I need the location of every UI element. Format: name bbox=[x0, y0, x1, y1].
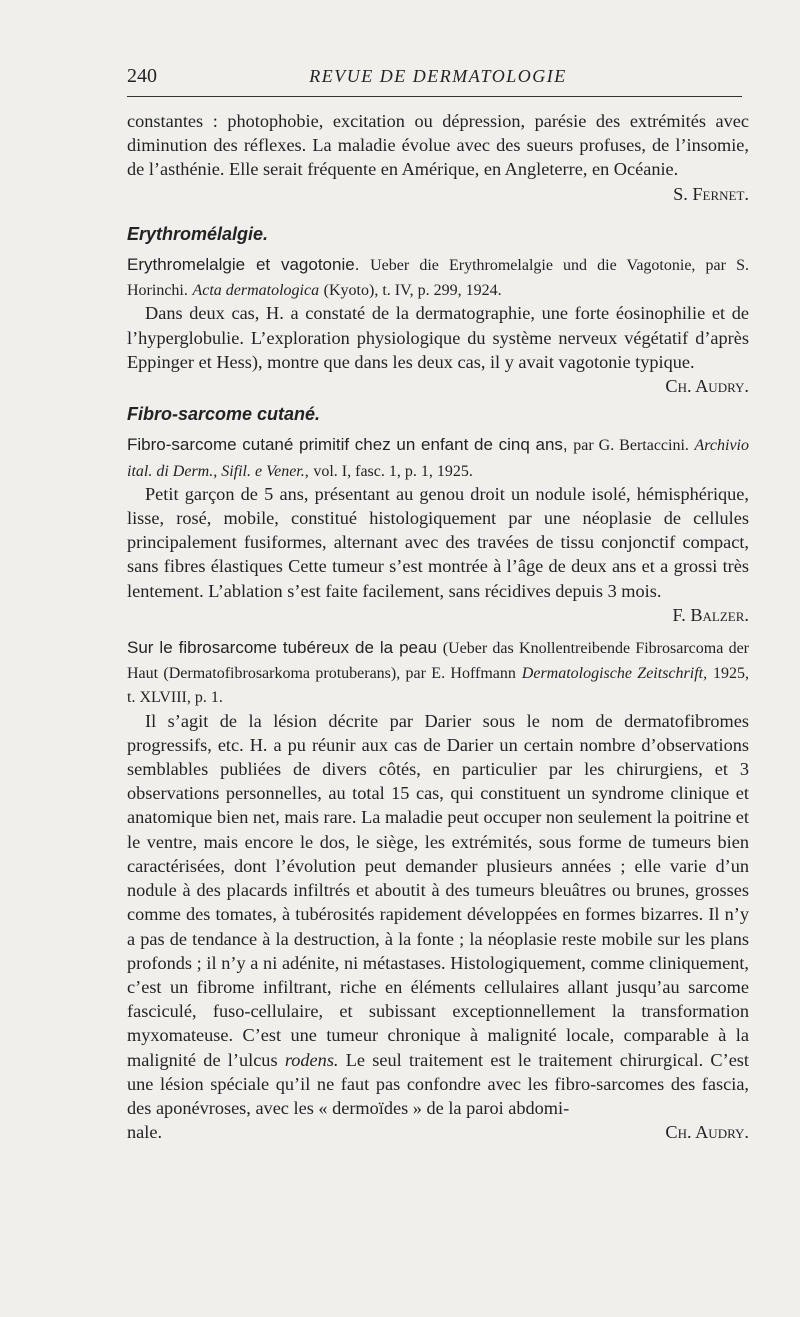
signature: Ch. Audry. bbox=[665, 376, 749, 397]
signature: F. Balzer. bbox=[672, 604, 749, 625]
reference-text: par G. Bertaccini. bbox=[573, 437, 689, 455]
running-title: REVUE DE DERMATOLOGIE bbox=[309, 66, 567, 86]
reference-tail: vol. I, fasc. 1, p. 1, 1925. bbox=[313, 462, 473, 480]
reference-text: (Ueber das Knollentreibende Fibrosarcoma der Haut (Dermatofibrosarkoma protuberans), par E. Hoffmann bbox=[127, 640, 750, 683]
closing-line bbox=[127, 1120, 749, 1144]
entry-body: Petit garçon de 5 ans, présentant au genou droit un nodule isolé, hémisphérique, lisse, rosé, mobile, constitué histologiquement par une néoplasie de cellules principalement fusiformes, alternant avec des travées de tissu conjonctif compact, sans fibres élastiques Cette tumeur s’est montrée à l’âge de deux ans et a grossi très lentement. L’ablation s’est faite facilement, sans récidives depuis 3 mois. bbox=[127, 483, 749, 601]
journal-name: Dermatologische Zeitschrift, bbox=[521, 665, 708, 683]
italic-term: rodens. bbox=[284, 1049, 339, 1070]
reference-tail: (Kyoto), t. IV, p. 299, 1924. bbox=[323, 282, 502, 300]
journal-name: Acta dermatologica bbox=[192, 282, 320, 300]
reference-tail: 1925, t. XLVIII, p. 1. bbox=[127, 665, 749, 707]
signature: S. Fernet. bbox=[673, 183, 749, 204]
intro-paragraph: constantes : photophobie, excitation ou dépression, parésie des extrémités avec diminution des réflexes. La maladie évolue avec des sueurs profuses, de l’insomie, de l’asthénie. Elle serait fréquente en Amérique, en Angleterre, en Océanie. bbox=[127, 111, 749, 180]
journal-name: Archivio ital. di Derm., Sifil. e Vener., bbox=[127, 437, 749, 480]
header-rule bbox=[127, 96, 742, 97]
page-number: 240 bbox=[127, 65, 157, 87]
entry-title: Sur le fibrosarcome tubéreux de la peau bbox=[127, 638, 437, 658]
entry-reference bbox=[127, 635, 749, 709]
entry-body: Il s’agit de la lésion décrite par Darier sous le nom de dermatofibromes progressifs, etc. H. a pu réunir aux cas de Darier un certain nombre d’observations semblables publiées de divers côtés, en particulier par les chirurgiens, et 3 observations personnelles, au total 15 cas, qui constituent un syndrome clinique et anatomique bien net, mais rare. La maladie peut occuper non seulement la poitrine et le ventre, mais encore le dos, le siège, les extrémités, sous forme de tumeurs bien caractérisées, dont l’évolution peut demander plusieurs années ; elle varie d’un nodule à des placards infiltrés et aboutit à des tumeurs bleuâtres ou brunes, grosses comme des tomates, à tubérosités rapidement développées en formes bizarres. Il n’y a pas de tendance à la destruction, à la fonte ; la néoplasie reste mobile sur les plans profonds ; il n’y a ni adénite, ni métastases. Histologiquement, comme cliniquement, c’est un fibrome infiltrant, riche en éléments cellulaires allant jusqu’au sarcome fasciculé, fuso-cellulaire, et subissant exceptionnellement la transformation myxomateuse. C’est une tumeur chronique à malignité locale, comparable à la malignité de l’ulcus rodens. Le seul traitement est le traitement chirurgical. C’est une lésion spéciale qu’il ne faut pas confondre avec les fibro-sarcomes des fascia, des aponévroses, avec les « dermoïdes » de la paroi abdomi- bbox=[127, 710, 749, 1118]
entry-reference bbox=[127, 252, 749, 301]
article-body bbox=[127, 109, 749, 1144]
page bbox=[127, 62, 749, 1144]
entry-title: Erythromelalgie et vagotonie. bbox=[127, 255, 360, 275]
entry-body: Dans deux cas, H. a constaté de la dermatographie, une forte éosinophilie et de l’hyperglobulie. L’exploration physiologique du système nerveux végétatif d’après Eppinger et Hess), montre que dans les deux cas, il y avait vagotonie typique. bbox=[127, 303, 749, 372]
page-header bbox=[127, 62, 749, 90]
section-heading: Fibro-sarcome cutané. bbox=[127, 404, 321, 425]
reference-text: Ueber die Erythromelalgie und die Vagotonie, par S. Horinchi. bbox=[127, 257, 749, 300]
entry-title: Fibro-sarcome cutané primitif chez un enfant de cinq ans, bbox=[127, 435, 568, 455]
last-word: nale. bbox=[127, 1122, 163, 1143]
entry-reference bbox=[127, 432, 749, 481]
signature: Ch. Audry. bbox=[665, 1122, 749, 1143]
section-heading: Erythromélalgie. bbox=[127, 223, 269, 244]
